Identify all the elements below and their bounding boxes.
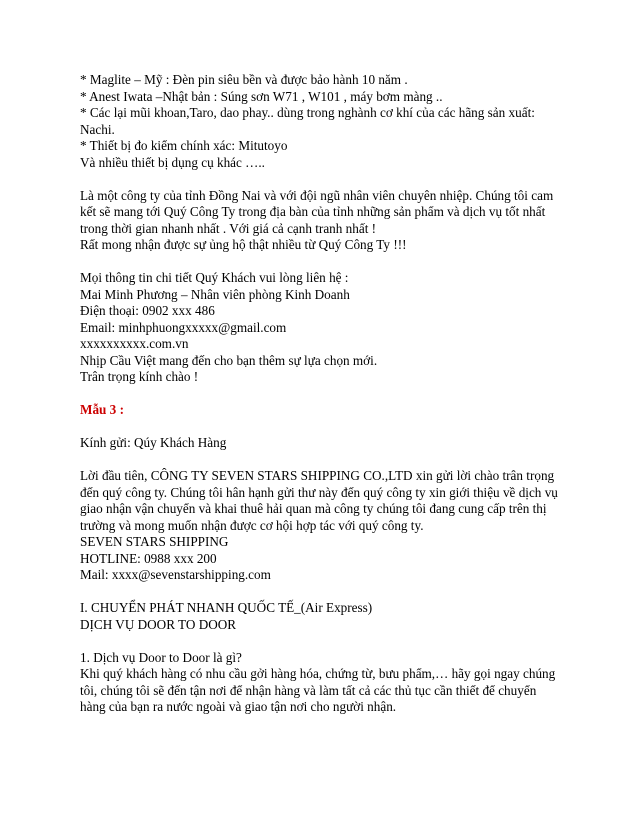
contact-website: xxxxxxxxxx.com.vn xyxy=(80,336,189,351)
text-line: đến quý công ty. Chúng tôi hân hạnh gửi thư này đến quý công ty xin giới thiệu về dịch vụ xyxy=(80,484,558,500)
text-line: trong thời gian nhanh nhất . Với giá cả cạnh tranh nhất ! xyxy=(80,220,377,236)
text-line: * Anest Iwata –Nhật bản : Súng sơn W71 , W101 , máy bơm màng .. xyxy=(80,88,443,104)
text-line: * Thiết bị đo kiểm chính xác: Mitutoyo xyxy=(80,138,288,153)
text-line: Nachi. xyxy=(80,121,115,137)
text-line: Và nhiều thiết bị dụng cụ khác ….. xyxy=(80,154,265,170)
express-title-paragraph xyxy=(80,600,590,633)
text-line: hàng của bạn ra nước ngoài và giao tận nơi cho người nhận. xyxy=(80,699,397,714)
text-line: Khi quý khách hàng có nhu cầu gởi hàng hóa, chứng từ, bưu phẩm,… hãy gọi ngay chúng xyxy=(80,666,556,681)
text-line: * Các lại mũi khoan,Taro, dao phay.. dùng trong nghành cơ khí của các hãng sản xuất: xyxy=(80,105,535,120)
commitment-paragraph xyxy=(80,188,590,254)
products-paragraph xyxy=(80,72,590,171)
hotline: HOTLINE: 0988 xxx 200 xyxy=(80,550,217,566)
text-line: kết sẽ mang tới Quý Công Ty trong địa bàn của tỉnh những sản phẩm và dịch vụ tốt nhất xyxy=(80,204,546,219)
section-subtitle: DỊCH VỤ DOOR TO DOOR xyxy=(80,616,237,632)
text-line: Rất mong nhận được sự ủng hộ thật nhiều từ Quý Công Ty !!! xyxy=(80,237,407,252)
company-name: SEVEN STARS SHIPPING xyxy=(80,534,229,549)
door-to-door-paragraph xyxy=(80,650,590,716)
text-line: Trân trọng kính chào ! xyxy=(80,369,199,384)
text-line: trường và mong muốn nhận được cơ hội hợp tác với quý công ty. xyxy=(80,517,424,533)
company-mail: Mail: xxxx@sevenstarshipping.com xyxy=(80,567,271,582)
document-page xyxy=(80,72,590,732)
contact-email: Email: minhphuongxxxxx@gmail.com xyxy=(80,319,287,335)
contact-phone: Điện thoại: 0902 xxx 486 xyxy=(80,303,215,318)
text-line: Mọi thông tin chi tiết Quý Khách vui lòng liên hệ : xyxy=(80,270,349,285)
text-line: Nhịp Cầu Việt mang đến cho bạn thêm sự lựa chọn mới. xyxy=(80,352,378,368)
sample-heading-paragraph xyxy=(80,402,590,419)
text-line: Lời đầu tiên, CÔNG TY SEVEN STARS SHIPPING CO.,LTD xin gửi lời chào trân trọng xyxy=(80,468,555,483)
salutation: Kính gửi: Qúy Khách Hàng xyxy=(80,435,227,450)
text-line: Là một công ty của tỉnh Đồng Nai và với đội ngũ nhân viên chuyên nhiệp. Chúng tôi cam xyxy=(80,187,554,203)
sample-heading: Mẫu 3 : xyxy=(80,402,124,417)
question-heading: 1. Dịch vụ Door to Door là gì? xyxy=(80,649,242,665)
intro-paragraph xyxy=(80,468,590,584)
text-line: giao nhận vận chuyển và khai thuê hải quan mà công ty chúng tôi đang cung cấp trên thị xyxy=(80,501,547,516)
contact-name: Mai Minh Phương – Nhân viên phòng Kinh Doanh xyxy=(80,286,350,302)
contact-paragraph xyxy=(80,270,590,386)
section-title: I. CHUYỂN PHÁT NHANH QUỐC TẾ_(Air Express) xyxy=(80,600,373,615)
salutation-paragraph xyxy=(80,435,590,452)
text-line: * Maglite – Mỹ : Đèn pin siêu bền và được bảo hành 10 năm . xyxy=(80,72,408,87)
text-line: tôi, chúng tôi sẽ đến tận nơi để nhận hàng và làm tất cả các thủ tục cần thiết để chuyển xyxy=(80,682,537,698)
